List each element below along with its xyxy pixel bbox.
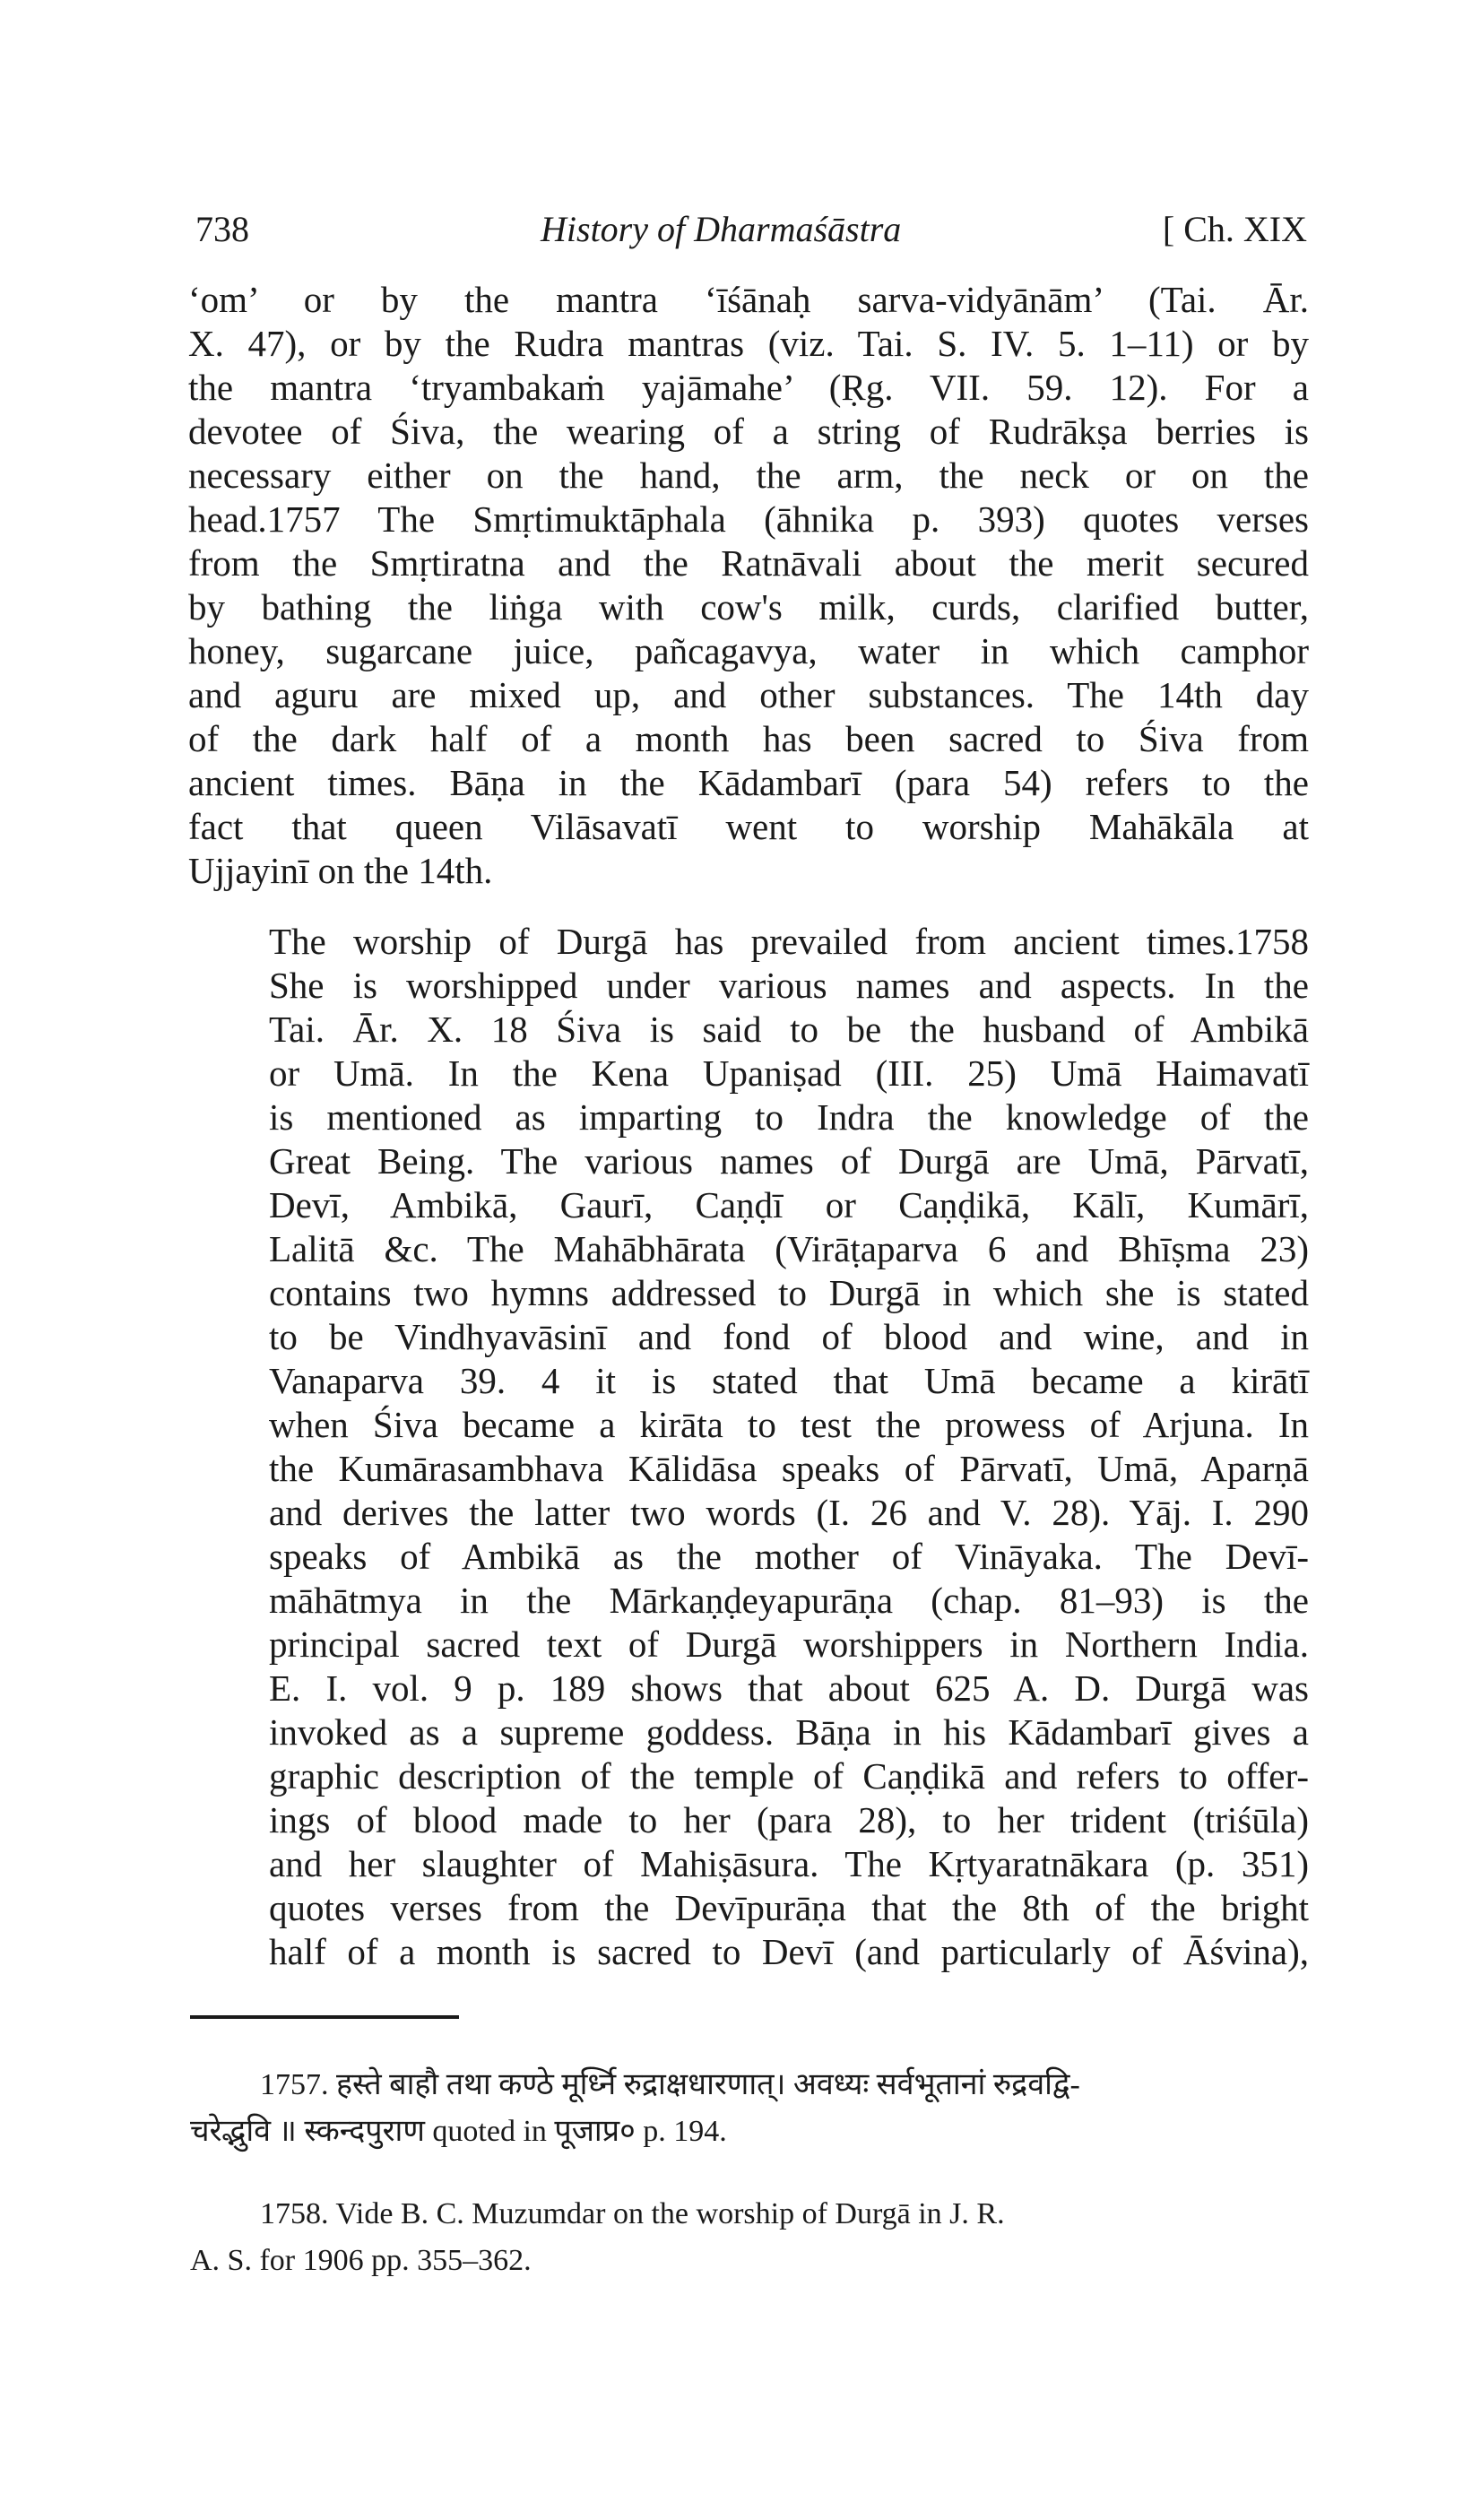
text-line: the mantra ‘tryambakaṁ yajāmahe’ (Ṛg. VII. 59. 12). For a bbox=[188, 367, 1309, 408]
text-line: māhātmya in the Mārkaṇḍeyapurāṇa (chap. 81–93) is the bbox=[269, 1580, 1309, 1621]
text-line: Devī, Ambikā, Gaurī, Caṇḍī or Caṇḍikā, Kālī, Kumārī, bbox=[269, 1184, 1309, 1225]
text-line: graphic description of the temple of Caṇḍikā and refers to offer- bbox=[269, 1755, 1309, 1797]
text-line: is mentioned as imparting to Indra the knowledge of the bbox=[269, 1096, 1309, 1138]
text-line: and aguru are mixed up, and other substances. The 14th day bbox=[188, 674, 1309, 715]
text-line: Ujjayinī on the 14th. bbox=[188, 850, 493, 891]
page-number: 738 bbox=[195, 209, 249, 249]
text-line: Vanaparva 39. 4 it is stated that Umā became a kirātī bbox=[269, 1360, 1309, 1401]
text-line: half of a month is sacred to Devī (and particularly of Āśvina), bbox=[269, 1931, 1309, 1972]
footnote-divider bbox=[190, 2015, 459, 2019]
text-line: from the Smṛtiratna and the Ratnāvali about the merit secured bbox=[188, 542, 1309, 584]
text-line: Great Being. The various names of Durgā are Umā, Pārvatī, bbox=[269, 1140, 1309, 1182]
text-line: speaks of Ambikā as the mother of Vināyaka. The Devī- bbox=[269, 1536, 1309, 1577]
text-line: the Kumārasambhava Kālidāsa speaks of Pārvatī, Umā, Aparṇā bbox=[269, 1448, 1309, 1489]
paragraph-durga-worship bbox=[188, 920, 1309, 1974]
chapter-label: [ Ch. XIX bbox=[1162, 209, 1307, 249]
text-line: ‘om’ or by the mantra ‘īśānaḥ sarva-vidyānām’ (Tai. Ār. bbox=[188, 279, 1309, 320]
footnotes bbox=[190, 2062, 1311, 2284]
text-line: Tai. Ār. X. 18 Śiva is said to be the husband of Ambikā bbox=[269, 1009, 1309, 1050]
text-line: by bathing the liṅga with cow's milk, curds, clarified butter, bbox=[188, 586, 1309, 628]
text-line: invoked as a supreme goddess. Bāṇa in his Kādambarī gives a bbox=[269, 1711, 1309, 1753]
text-line: honey, sugarcane juice, pañcagavya, water in which camphor bbox=[188, 630, 1309, 671]
text-line: head.1757 The Smṛtimuktāphala (āhnika p. 393) quotes verses bbox=[188, 498, 1309, 540]
text-line: contains two hymns addressed to Durgā in which she is stated bbox=[269, 1272, 1309, 1313]
footnote-1758 bbox=[190, 2191, 1311, 2284]
paragraph-siva-worship bbox=[188, 278, 1309, 893]
text-line: quotes verses from the Devīpurāṇa that the 8th of the bright bbox=[269, 1887, 1309, 1928]
text-line: devotee of Śiva, the wearing of a string of Rudrākṣa berries is bbox=[188, 411, 1309, 452]
footnote-line: 1757. हस्ते बाहौ तथा कण्ठे मूर्ध्नि रुद्राक्षधारणात्। अवध्यः सर्वभूतानां रुद्रवद्वि- bbox=[260, 2068, 1080, 2101]
text-line: and her slaughter of Mahiṣāsura. The Kṛtyaratnākara (p. 351) bbox=[269, 1843, 1309, 1884]
footnote-1757 bbox=[190, 2062, 1311, 2155]
text-line: or Umā. In the Kena Upaniṣad (III. 25) Umā Haimavatī bbox=[269, 1052, 1309, 1094]
text-line: to be Vindhyavāsinī and fond of blood and wine, and in bbox=[269, 1316, 1309, 1357]
footnote-line: A. S. for 1906 pp. 355–362. bbox=[190, 2244, 532, 2277]
page-header bbox=[195, 208, 1307, 262]
text-line: X. 47), or by the Rudra mantras (viz. Tai. S. IV. 5. 1–11) or by bbox=[188, 323, 1309, 364]
text-line: ings of blood made to her (para 28), to her trident (triśūla) bbox=[269, 1799, 1309, 1840]
main-text bbox=[188, 278, 1309, 1974]
running-title: History of Dharmaśāstra bbox=[541, 209, 902, 249]
footnote-line: 1758. Vide B. C. Muzumdar on the worship of Durgā in J. R. bbox=[260, 2197, 1005, 2230]
text-line: of the dark half of a month has been sacred to Śiva from bbox=[188, 718, 1309, 759]
footnote-line: चरेद्भुवि ॥ स्कन्दपुराण quoted in पूजाप्र० p. 194. bbox=[190, 2115, 727, 2148]
text-line: when Śiva became a kirāta to test the prowess of Arjuna. In bbox=[269, 1404, 1309, 1445]
text-line: ancient times. Bāṇa in the Kādambarī (para 54) refers to the bbox=[188, 762, 1309, 803]
text-line: The worship of Durgā has prevailed from ancient times.1758 bbox=[269, 921, 1309, 962]
text-line: and derives the latter two words (I. 26 and V. 28). Yāj. I. 290 bbox=[269, 1492, 1309, 1533]
text-line: necessary either on the hand, the arm, the neck or on the bbox=[188, 455, 1309, 496]
text-line: Lalitā &c. The Mahābhārata (Virāṭaparva 6 and Bhīṣma 23) bbox=[269, 1228, 1309, 1269]
text-line: principal sacred text of Durgā worshippers in Northern India. bbox=[269, 1624, 1309, 1665]
text-line: E. I. vol. 9 p. 189 shows that about 625 A. D. Durgā was bbox=[269, 1667, 1309, 1709]
text-line: fact that queen Vilāsavatī went to worship Mahākāla at bbox=[188, 806, 1309, 847]
text-line: She is worshipped under various names and aspects. In the bbox=[269, 965, 1309, 1006]
